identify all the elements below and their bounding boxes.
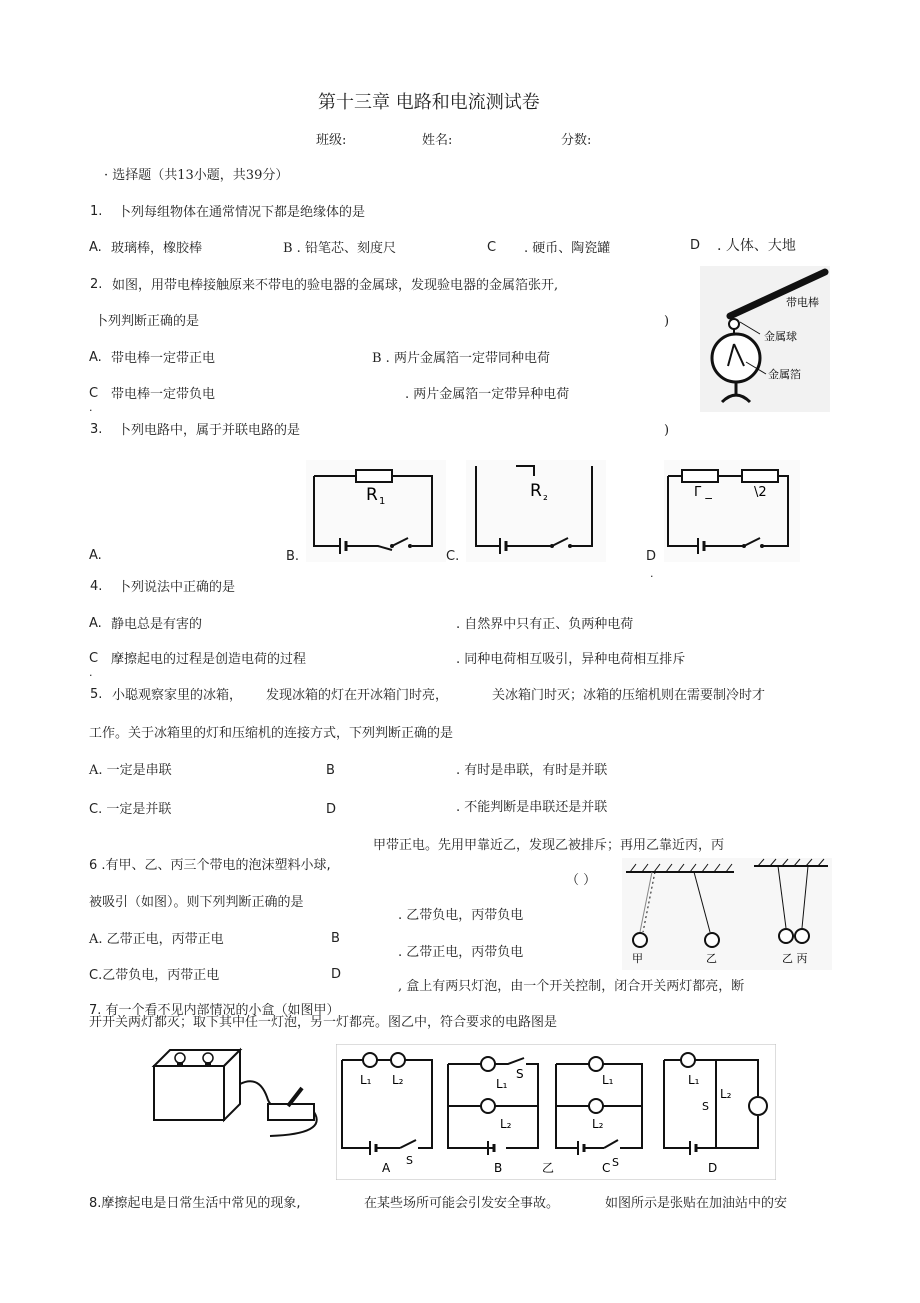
q4-option-a: 静电总是有害的 — [111, 617, 203, 632]
q5-stem-part1: 小聪观察家里的冰箱， — [112, 688, 243, 703]
circuits-yi-figure — [336, 1044, 776, 1180]
q2-option-c-letter: C — [89, 386, 99, 401]
label-yi: 乙 — [706, 952, 717, 965]
q3-paren: ) — [664, 423, 670, 438]
caption-a: A — [382, 1161, 391, 1175]
q2-option-a-letter: A. — [89, 350, 102, 365]
label-yi-bing: 乙 丙 — [782, 952, 808, 965]
label-r2: R — [530, 481, 542, 501]
label-l1: L₁ — [496, 1077, 508, 1091]
q1-option-a: 玻璃棒，橡胶棒 — [111, 241, 203, 256]
q6-option-b2: . 乙带正电，丙带负电 — [398, 945, 524, 960]
q1-option-a-letter: A. — [89, 240, 102, 255]
q6-option-b: . 乙带负电，丙带负电 — [398, 908, 524, 923]
q6-option-b-letter: B — [331, 931, 340, 946]
resistor-d2 — [742, 470, 778, 482]
q4-option-c: 摩擦起电的过程是创造电荷的过程 — [111, 652, 307, 667]
label-l2: L₂ — [392, 1073, 404, 1087]
bulb-l2-icon — [749, 1097, 767, 1115]
resistor-d1 — [682, 470, 718, 482]
bulb-l2-icon — [481, 1099, 495, 1113]
q4-number: 4. — [90, 579, 103, 594]
label-foil: 金属箔 — [768, 368, 801, 381]
label-r1: R — [366, 485, 378, 505]
q2-option-c: 带电棒一定带负电 — [111, 387, 216, 402]
q3-stem: 卜列电路中，属于并联电路的是 — [118, 423, 301, 438]
q7-stem-line2: 开开关两灯都灭；取下其中任一灯泡，另一灯都亮。图乙中，符合要求的电路图是 — [89, 1015, 558, 1030]
label-jia: 甲 — [632, 952, 643, 965]
name-label: 姓名: — [422, 133, 453, 148]
q4-option-d: . 同种电荷相互吸引，异种电荷相互排斥 — [456, 652, 686, 667]
label-d-left: Γ _ — [694, 485, 712, 500]
circuit-b-figure — [306, 460, 446, 562]
bulb-icon — [175, 1053, 185, 1063]
page-title: 第十三章 电路和电流测试卷 — [318, 92, 540, 113]
ball-jia — [633, 933, 647, 947]
label-s: S — [612, 1156, 619, 1169]
black-box — [154, 1066, 224, 1120]
q1-stem: 卜列每组物体在通常情况下都是绝缘体的是 — [118, 205, 366, 220]
q6-stem-line1: 6 .有甲、乙、丙三个带电的泡沫塑料小球, — [89, 858, 331, 873]
score-label: 分数: — [561, 133, 592, 148]
q1-option-b: B . 铅笔芯、刻度尺 — [283, 241, 396, 256]
charged-balls-figure — [622, 858, 832, 970]
label-l2: L₂ — [720, 1087, 732, 1101]
bulb-l1-icon — [681, 1053, 695, 1067]
q4-option-c-letter: C — [89, 651, 99, 666]
q2-option-b: B . 两片金属箔一定带同种电荷 — [372, 351, 550, 366]
q2-option-a: 带电棒一定带正电 — [111, 351, 216, 366]
electroscope-jar — [712, 334, 760, 382]
q2-stem-line2: 卜列判断正确的是 — [95, 314, 200, 329]
q6-stem-line2: 被吸引（如图）。则下列判断正确的是 — [89, 895, 304, 910]
q1-option-d-letter: D — [690, 238, 701, 253]
label-l1: L₁ — [688, 1073, 700, 1087]
ball-yi-2 — [779, 929, 793, 943]
bulb-l1-icon — [481, 1057, 495, 1071]
q1-option-c: . 硬币、陶瓷罐 — [524, 241, 611, 256]
label-s: S — [516, 1067, 524, 1081]
label-ball: 金属球 — [764, 330, 797, 343]
q5-option-a: A. 一定是串联 — [89, 763, 172, 778]
box-jia-figure — [150, 1044, 332, 1140]
label-l1: L₁ — [360, 1073, 372, 1087]
electroscope-figure — [700, 266, 830, 412]
q3-option-c-letter: C. — [446, 549, 460, 564]
q5-stem-line2: 工作。关于冰箱里的灯和压缩机的连接方式，下列判断正确的是 — [89, 726, 454, 741]
q4-option-b: . 自然界中只有正、负两种电荷 — [456, 617, 634, 632]
label-s: S — [406, 1154, 413, 1167]
q3-option-a-letter: A. — [89, 548, 102, 563]
q4-option-c-dot: . — [89, 666, 93, 679]
ball-yi — [705, 933, 719, 947]
q5-option-b-letter: B — [326, 763, 335, 778]
q1-option-c-letter: C — [487, 240, 497, 255]
q4-option-a-letter: A. — [89, 616, 102, 631]
section-heading: · 选择题（共13小题，共39分） — [104, 168, 289, 183]
q1-number: 1. — [90, 204, 103, 219]
q5-option-b: . 有时是串联，有时是并联 — [456, 763, 608, 778]
label-s: S — [702, 1100, 709, 1113]
switch-base — [268, 1104, 314, 1120]
q3-option-b-letter: B. — [286, 549, 300, 564]
q2-option-c-dot: . — [89, 401, 93, 414]
bulb-icon — [203, 1053, 213, 1063]
label-d-right: \2 — [754, 485, 767, 500]
q5-option-c: C. 一定是并联 — [89, 802, 172, 817]
q3-option-d-dot: . — [650, 567, 654, 580]
q4-stem: 卜列说法中正确的是 — [118, 580, 236, 595]
q5-stem-part3: 关冰箱门时灭；冰箱的压缩机则在需要制冷时才 — [492, 688, 766, 703]
resistor-r1 — [356, 470, 392, 482]
q6-option-d-letter: D — [331, 967, 342, 982]
q7-stem-left: 7. 有一个看不见内部情况的小盒（如图甲） — [89, 1003, 340, 1018]
class-label: 班级: — [316, 133, 347, 148]
label-rod: 带电棒 — [786, 296, 819, 309]
bulb-l2-icon — [391, 1053, 405, 1067]
bulb-l1-icon — [363, 1053, 377, 1067]
q7-stem-right: , 盒上有两只灯泡，由一个开关控制，闭合开关两灯都亮，断 — [398, 979, 745, 994]
label-l2: L₂ — [592, 1117, 604, 1131]
bulb-l2-icon — [589, 1099, 603, 1113]
label-l1: L₁ — [602, 1073, 614, 1087]
q5-stem-part2: 发现冰箱的灯在开冰箱门时亮， — [266, 688, 449, 703]
q6-paren: （ ） — [566, 873, 597, 888]
q6-stem-right: 甲带正电。先用甲靠近乙，发现乙被排斥；再用乙靠近丙，丙 — [373, 838, 725, 853]
q1-option-d: . 人体、大地 — [717, 238, 796, 254]
q2-stem-line1: 如图，用带电棒接触原来不带电的验电器的金属球，发现验电器的金属箔张开, — [112, 278, 559, 293]
circuit-d-figure — [664, 460, 800, 562]
q2-option-d: . 两片金属箔一定带异种电荷 — [405, 387, 570, 402]
q5-number: 5. — [90, 687, 103, 702]
metal-ball — [729, 319, 739, 329]
label-r2-sub: ₂ — [543, 489, 548, 503]
q6-option-c: C.乙带负电，丙带正电 — [89, 968, 220, 983]
caption-yi: 乙 — [542, 1161, 555, 1175]
ball-bing — [795, 929, 809, 943]
q2-paren: ) — [664, 314, 670, 329]
caption-b: B — [494, 1161, 503, 1175]
q2-number: 2. — [90, 277, 103, 292]
circuit-c-figure — [466, 460, 606, 562]
q5-option-d-letter: D — [326, 802, 337, 817]
q8-stem-part3: 如图所示是张贴在加油站中的安 — [605, 1196, 788, 1211]
q8-stem-part2: 在某些场所可能会引发安全事故。 — [364, 1196, 560, 1211]
bulb-l1-icon — [589, 1057, 603, 1071]
q5-option-d: . 不能判断是串联还是并联 — [456, 800, 608, 815]
q3-option-d-letter: D — [646, 549, 657, 564]
label-r1-sub: 1 — [379, 496, 386, 507]
caption-c: C — [602, 1161, 611, 1175]
caption-d: D — [708, 1161, 718, 1175]
label-l2: L₂ — [500, 1117, 512, 1131]
q3-number: 3. — [90, 422, 103, 437]
q6-option-a: A. 乙带正电，丙带正电 — [89, 932, 224, 947]
q8-stem-part1: 8.摩擦起电是日常生活中常见的现象, — [89, 1196, 301, 1211]
